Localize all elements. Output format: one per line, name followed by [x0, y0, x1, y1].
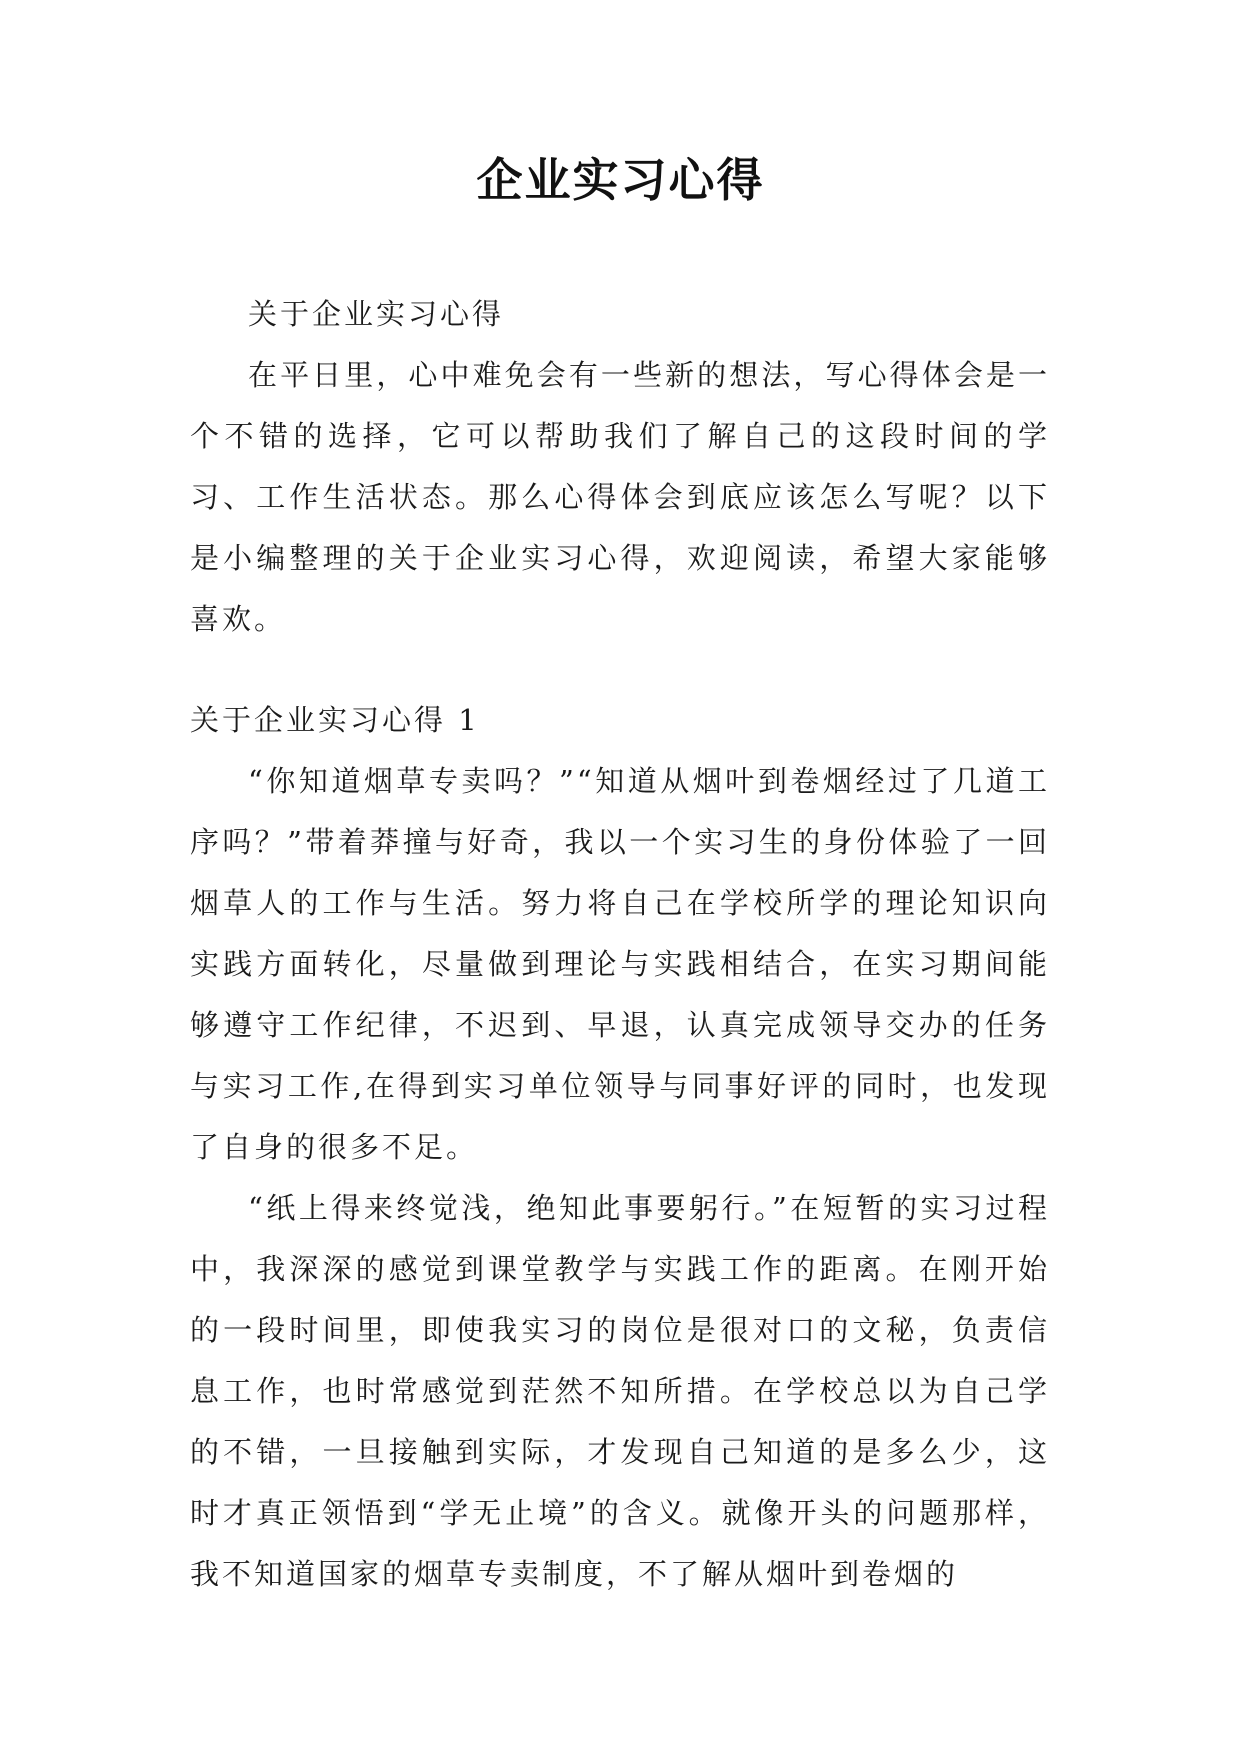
intro-paragraph: 在平日里，心中难免会有一些新的想法，写心得体会是一个不错的选择，它可以帮助我们了解自己的这段时间的学习、工作生活状态。那么心得体会到底应该怎么写呢？以下是小编整理的关于企业实习心得，欢迎阅读，希望大家能够喜欢。 [190, 358, 1050, 636]
document-subtitle: 关于企业实习心得 [248, 297, 505, 331]
document-body [190, 284, 1050, 1605]
document-title: 企业实习心得 [476, 153, 765, 207]
section-heading: 关于企业实习心得 1 [190, 703, 480, 737]
section-paragraph-1: “你知道烟草专卖吗？”“知道从烟叶到卷烟经过了几道工序吗？”带着莽撞与好奇，我以一个实习生的身份体验了一回烟草人的工作与生活。努力将自己在学校所学的理论知识向实践方面转化，尽量做到理论与实践相结合，在实习期间能够遵守工作纪律，不迟到、早退，认真完成领导交办的任务与实习工作,在得到实习单位领导与同事好评的同时，也发现了自身的很多不足。 [190, 764, 1050, 1164]
section-paragraph-2: “纸上得来终觉浅，绝知此事要躬行。”在短暂的实习过程中，我深深的感觉到课堂教学与实践工作的距离。在刚开始的一段时间里，即使我实习的岗位是很对口的文秘，负责信息工作，也时常感觉到茫然不知所措。在学校总以为自己学的不错，一旦接触到实际，才发现自己知道的是多么少，这时才真正领悟到“学无止境”的含义。就像开头的问题那样，我不知道国家的烟草专卖制度，不了解从烟叶到卷烟的 [190, 1191, 1050, 1591]
